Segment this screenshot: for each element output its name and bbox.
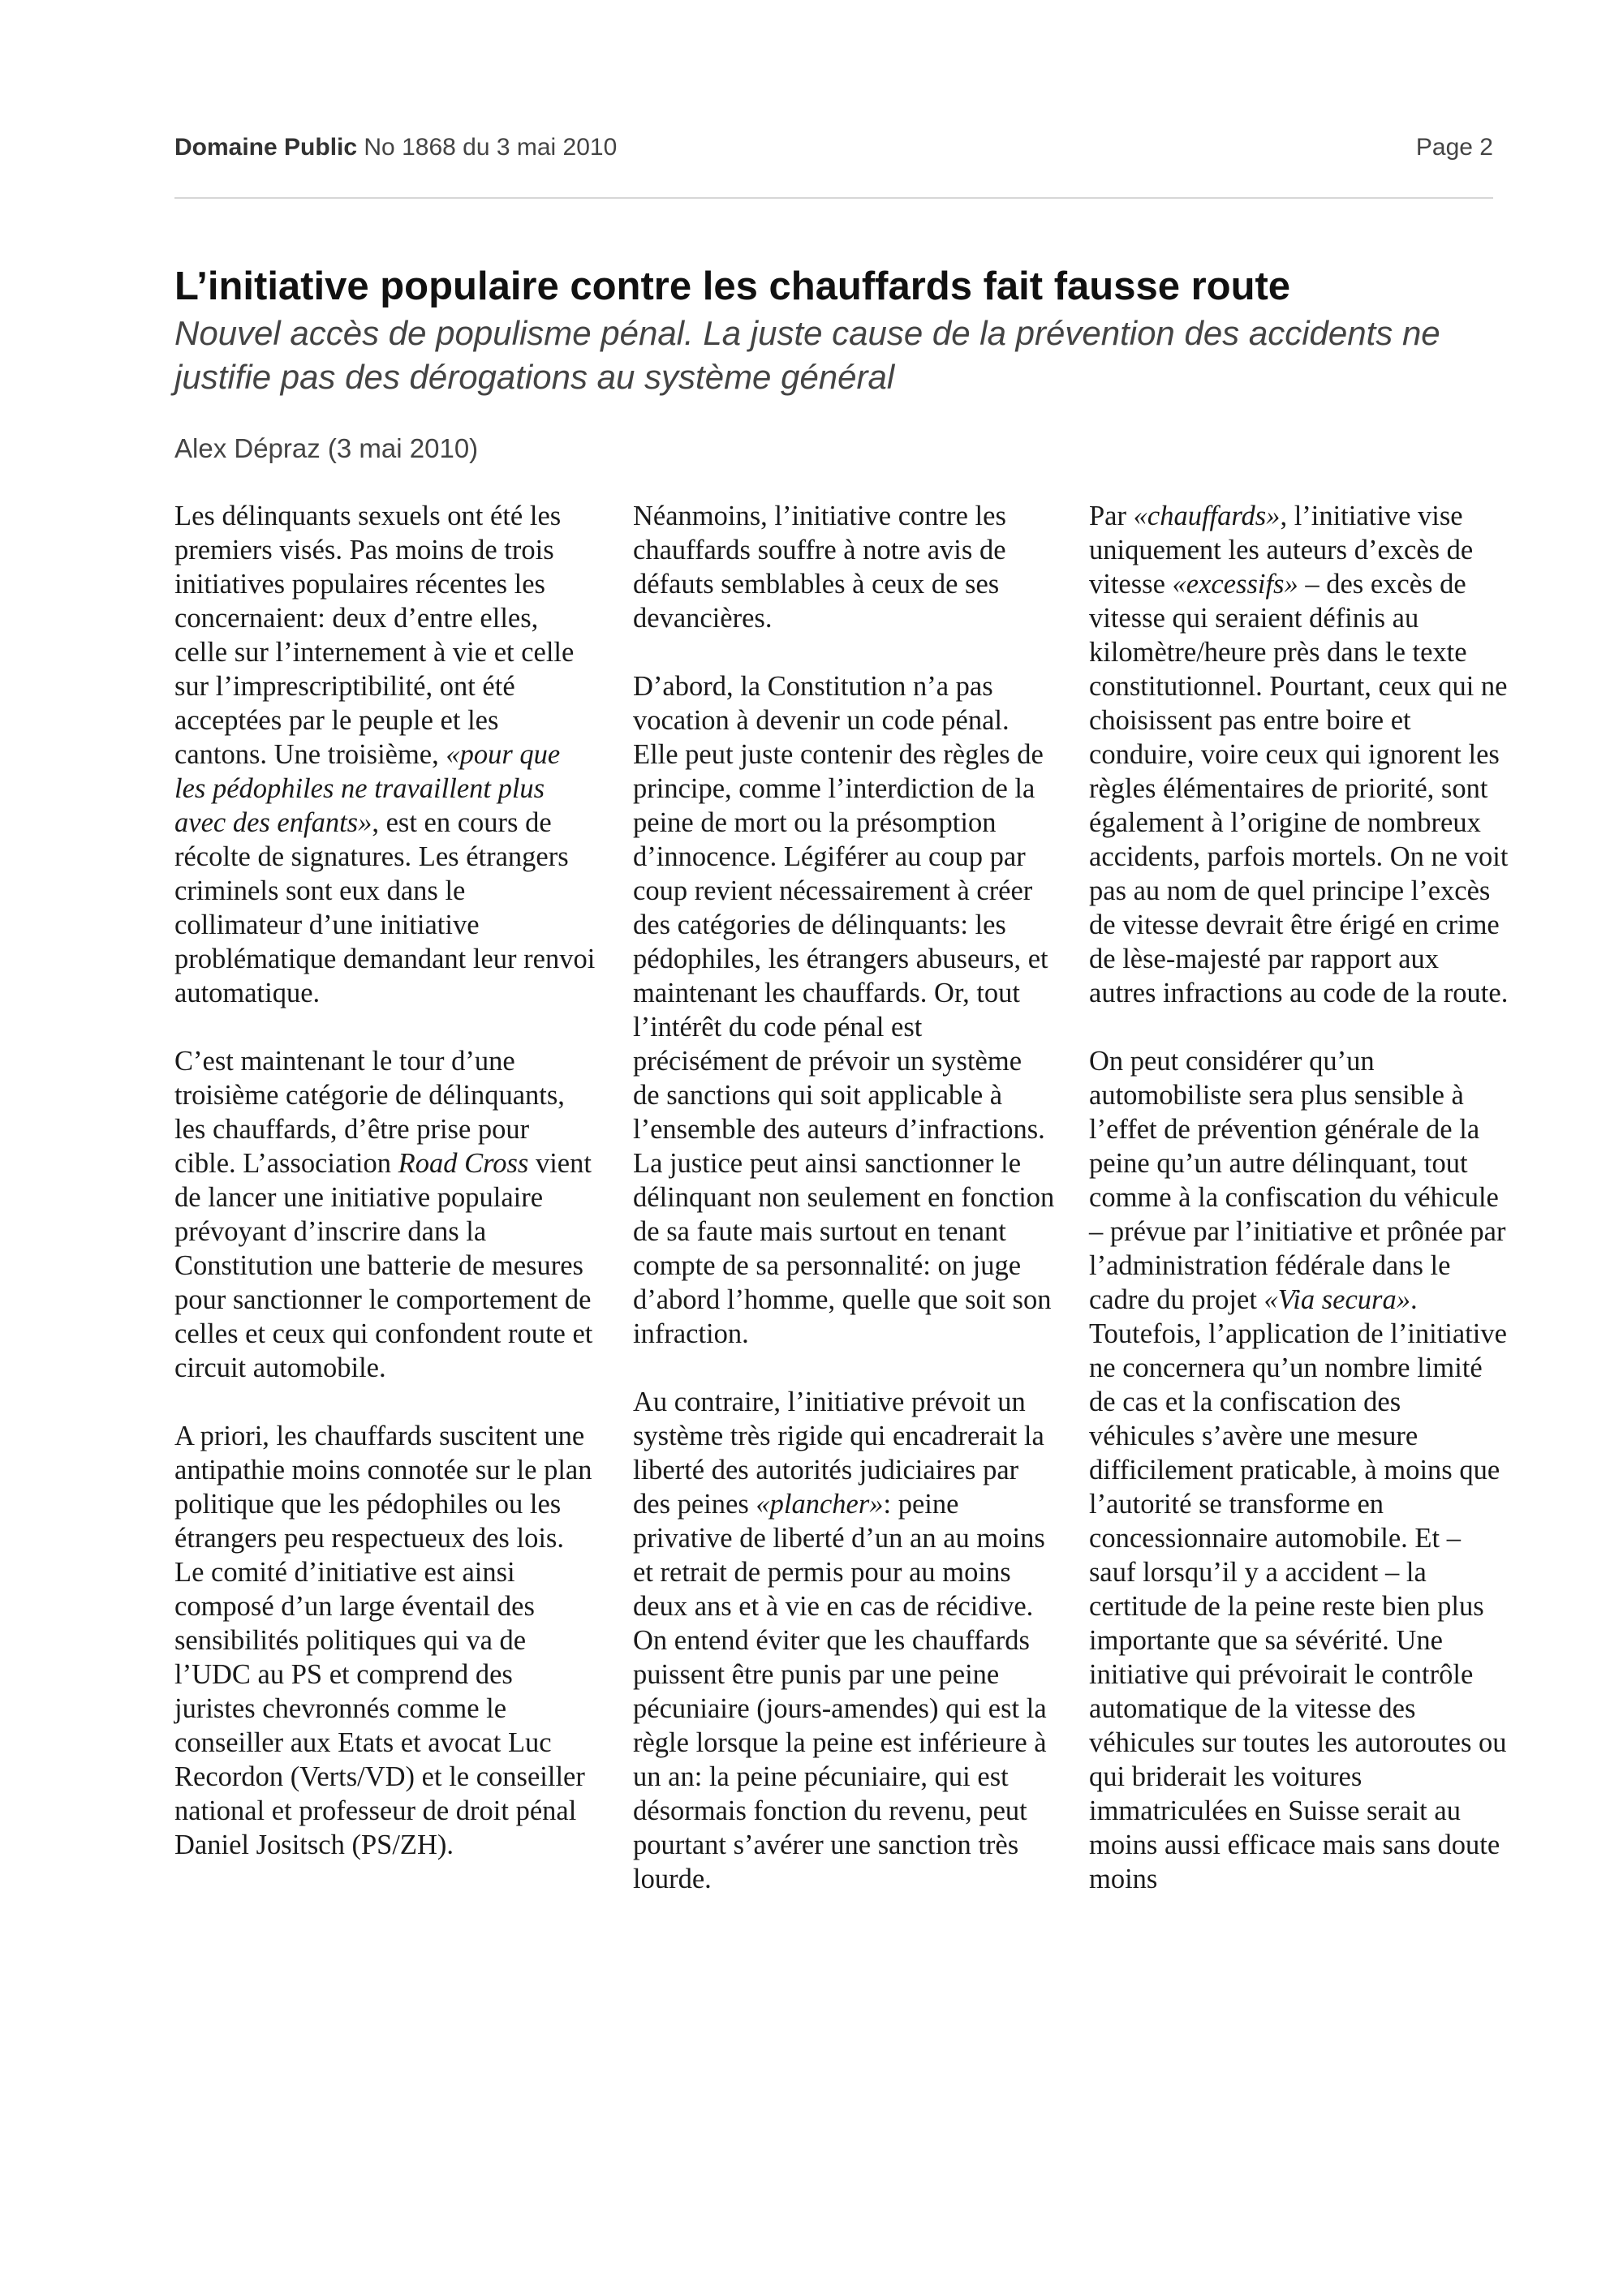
article-subtitle: Nouvel accès de populisme pénal. La juste cause de la prévention des accidents ne justifie pas des dérogations au système général — [174, 314, 1440, 396]
text-run: D’abord, la Constitution n’a pas vocation à devenir un code pénal. Elle peut juste contenir des règles de principe, comme l’interdiction de la peine de mort ou la présomption d’innocence. Légiférer au coup par coup revient nécessairement à créer des catégories de délinquants: les pédophiles, les étrangers abuseurs, et maintenant les chauffards. Or, tout l’intérêt du code pénal est précisément de prévoir un système de sanctions qui soit applicable à l’ensemble des auteurs d’infractions. La justice peut ainsi sanctionner le délinquant non seulement en fonction de sa faute mais surtout en tenant compte de sa personnalité: on juge d’abord l’homme, quelle que soit son infraction. — [633, 671, 1055, 1349]
article-column-1 — [174, 499, 596, 1896]
article-column-3 — [1089, 499, 1511, 1930]
text-run: On peut considérer qu’un automobiliste sera plus sensible à l’effet de prévention générale de la peine qu’un autre délinquant, tout comme à la confiscation du véhicule – prévue par l’initiative et prônée par l’administration fédérale dans le cadre du projet — [1089, 1046, 1506, 1315]
italic-text: «excessifs» — [1172, 569, 1298, 600]
text-run: C’est maintenant le tour d’une troisième catégorie de délinquants, les chauffards, d’être prise pour cible. L’association — [174, 1046, 565, 1179]
article-title: L’initiative populaire contre les chauffards fait fausse route — [174, 264, 1291, 308]
italic-text: «chauffards» — [1133, 501, 1281, 531]
text-run: : peine privative de liberté d’un an au moins et retrait de permis pour au moins deux ans et à vie en cas de récidive. On entend éviter que les chauffards puissent être punis par une peine pécuniaire (jours-amendes) qui est la règle lorsque la peine est inférieure à un an: la peine pécuniaire, qui est désormais fonction du revenu, peut pourtant s’avérer une sanction très lourde. — [633, 1489, 1047, 1894]
italic-text: «plancher» — [756, 1489, 884, 1520]
paragraph — [174, 1419, 596, 1862]
page-header — [174, 134, 1493, 166]
article-byline: Alex Dépraz (3 mai 2010) — [174, 433, 479, 463]
text-run: Les délinquants sexuels ont été les premiers visés. Pas moins de trois initiatives populaires récentes les concernaient: deux d’entre elles, celle sur l’internement à vie et celle sur l’imprescriptibilité, ont été acceptées par le peuple et les cantons. Une troisième, — [174, 501, 575, 770]
text-run: Néanmoins, l’initiative contre les chauffards souffre à notre avis de défauts semblables à ceux de ses devancières. — [633, 501, 1006, 634]
text-run: Au contraire, l’initiative prévoit un système très rigide qui encadrerait la liberté des autorités judiciaires par des peines — [633, 1387, 1044, 1520]
header-divider — [174, 197, 1493, 199]
text-run: , l’initiative vise uniquement les auteurs d’excès de vitesse — [1089, 501, 1474, 600]
italic-text: «pour que les pédophiles ne travaillent plus avec des enfants» — [174, 739, 561, 838]
article-column-2 — [633, 499, 1055, 1930]
paragraph — [633, 669, 1055, 1351]
text-run: Par — [1089, 501, 1134, 531]
text-run: vient de lancer une initiative populaire prévoyant d’inscrire dans la Constitution une batterie de mesures pour sanctionner le comportement de celles et ceux qui confondent route et circuit automobile. — [174, 1148, 593, 1383]
paragraph — [633, 499, 1055, 635]
text-run: , est en cours de récolte de signatures. Les étrangers criminels sont eux dans le collimateur d’une initiative problématique demandant leur renvoi automatique. — [174, 807, 596, 1008]
paragraph — [1089, 1044, 1511, 1896]
paragraph — [174, 1044, 596, 1385]
text-run: . Toutefois, l’application de l’initiative ne concernera qu’un nombre limité de cas et la confiscation des véhicules s’avère une mesure difficilement praticable, à moins que l’autorité se transforme en concessionnaire automobile. Et – sauf lorsqu’il y a accident – la certitude de la peine reste bien plus importante que sa sévérité. Une initiative qui prévoirait le contrôle automatique de la vitesse des véhicules sur toutes les autoroutes ou qui briderait les voitures immatriculées en Suisse serait au moins aussi efficace mais sans doute moins — [1089, 1284, 1507, 1894]
page-number: Page 2 — [1415, 134, 1493, 161]
issue-info: No 1868 du 3 mai 2010 — [364, 134, 618, 161]
paragraph — [1089, 499, 1511, 1010]
paragraph — [633, 1385, 1055, 1896]
italic-text: «Via secura» — [1264, 1284, 1410, 1315]
paragraph — [174, 499, 596, 1010]
publication-name: Domaine Public — [174, 134, 358, 161]
text-run: A priori, les chauffards suscitent une antipathie moins connotée sur le plan politique que les pédophiles ou les étrangers peu respectueux des lois. Le comité d’initiative est ainsi composé d’un large éventail des sensibilités politiques qui va de l’UDC au PS et comprend des juristes chevronnés comme le conseiller aux Etats et avocat Luc Recordon (Verts/VD) et le conseiller national et professeur de droit pénal Daniel Jositsch (PS/ZH). — [174, 1421, 592, 1860]
text-run: – des excès de vitesse qui seraient définis au kilomètre/heure près dans le texte constitutionnel. Pourtant, ceux qui ne choisissent pas entre boire et conduire, voire ceux qui ignorent les règles élémentaires de priorité, sont également à l’origine de nombreux accidents, parfois mortels. On ne voit pas au nom de quel principe l’excès de vitesse devrait être érigé en crime de lèse-majesté par rapport aux autres infractions au code de la route. — [1089, 569, 1509, 1008]
italic-text: Road Cross — [398, 1148, 529, 1179]
